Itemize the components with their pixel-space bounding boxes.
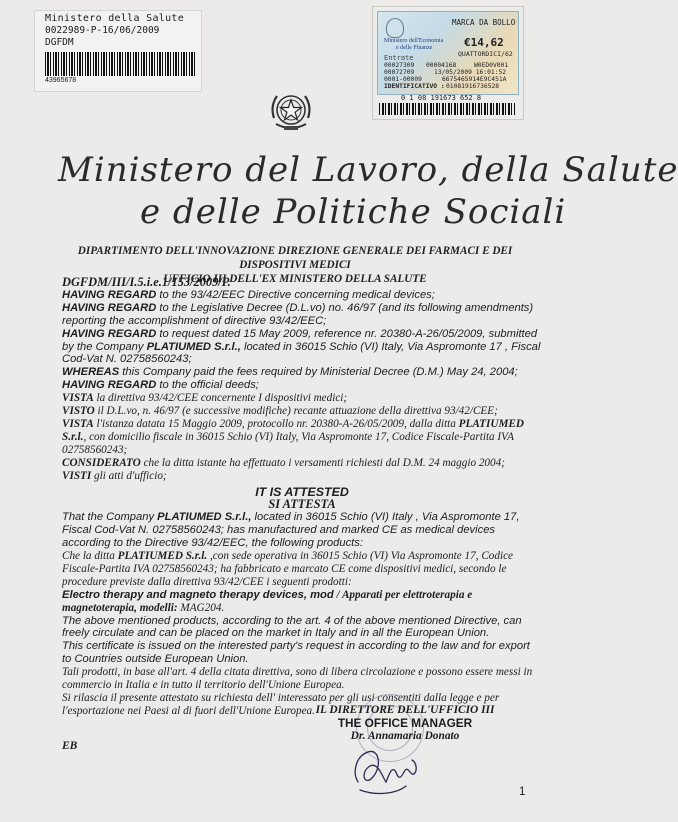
keyword: HAVING REGARD bbox=[62, 379, 157, 392]
protocol-department: DGFDM bbox=[45, 37, 74, 48]
attestation-it bbox=[62, 550, 542, 589]
product-description bbox=[62, 589, 542, 615]
company-name: PLATIUMED S.r.l., bbox=[146, 340, 241, 353]
stamp-ministry-line1: Ministero dell'Economia bbox=[384, 38, 444, 44]
signatory-title-it: IL DIRETTORE DELL'UFFICIO III bbox=[315, 704, 495, 716]
stamp-entrate: Entrate bbox=[384, 54, 414, 62]
clause-text: gli atti d'ufficio; bbox=[91, 469, 167, 482]
stamp-row2a: 00072709 bbox=[384, 69, 415, 76]
stamp-amount: €14,62 bbox=[464, 36, 504, 49]
reference-number: DGFDM/III/I.5.i.e.1/153/2009/P. bbox=[62, 275, 231, 289]
stamp-emblem-icon bbox=[386, 18, 404, 38]
author-initials: EB bbox=[62, 740, 78, 752]
clause-text: this Company paid the fees required by Ministerial Decree (D.M.) May 24, 2004; bbox=[119, 366, 518, 379]
clause-text: That the Company bbox=[62, 511, 158, 524]
company-name: PLATIUMED S.r.l. bbox=[62, 417, 524, 443]
revenue-stamp-face bbox=[377, 11, 519, 95]
stamp-amount-words: QUATTORDICI/62 bbox=[458, 50, 513, 58]
circulation-it: Tali prodotti, in base all'art. 4 della citata direttiva, sono di libera circolazione e possono essere messi in commercio in Italia e in tutto il territorio dell'Unione Europea. bbox=[62, 666, 533, 692]
visto-decreto bbox=[62, 405, 542, 418]
vista-direttiva bbox=[62, 392, 542, 405]
having-regard-decree bbox=[62, 302, 542, 328]
protocol-stamp bbox=[34, 10, 202, 92]
clause-text: l'istanza datata 15 Maggio 2009, protocollo nr. 20380-A-26/05/2009, dalla ditta bbox=[93, 417, 459, 430]
company-name: PLATIUMED S.r.l. bbox=[117, 550, 208, 563]
protocol-office: Ministero della Salute bbox=[45, 13, 185, 24]
having-regard-directive bbox=[62, 289, 542, 302]
stamp-ministry-line2: e delle Finanze bbox=[396, 45, 433, 51]
keyword: HAVING REGARD bbox=[62, 327, 157, 340]
keyword: CONSIDERATO bbox=[62, 456, 141, 469]
department-line2: UFFICIO III DELL'EX MINISTERO DELLA SALUTE bbox=[163, 273, 427, 285]
clause-text: che la ditta istante ha effettuato i versamenti richiesti dal D.M. 24 maggio 2004; bbox=[140, 456, 505, 469]
having-regard-request bbox=[62, 328, 542, 367]
certificate-purpose-en: This certificate is issued on the interested party's request in according to the law and for export to Countries outside European Union. bbox=[62, 640, 530, 666]
protocol-number: 0022989-P-16/06/2009 bbox=[45, 25, 160, 36]
stamp-row2b: 13/05/2009 16:01:52 bbox=[434, 69, 507, 76]
attestation-en bbox=[62, 511, 542, 550]
signature-block bbox=[300, 704, 510, 742]
clause-text: to the 93/42/EEC Directive concerning medical devices; bbox=[156, 288, 435, 301]
circulation-en: The above mentioned products, according to the art. 4 of the above mentioned Directive, can freely circulate and can be placed on the market in Italy and in all the European Union. bbox=[62, 614, 522, 640]
clause-text: to the official deeds; bbox=[156, 379, 259, 392]
stamp-bottom-number: 0 1 08 191673 652 8 bbox=[401, 94, 482, 102]
product-name-en: Electro therapy and magneto therapy devices, mod bbox=[62, 588, 334, 601]
protocol-barcode bbox=[45, 52, 195, 76]
keyword: VISTA bbox=[62, 417, 94, 430]
stamp-row3a: 0001-00009 bbox=[384, 76, 422, 83]
attested-heading-it: SI ATTESTA bbox=[268, 497, 336, 512]
certificate-body bbox=[62, 276, 542, 718]
certificate-purpose-it: Si rilascia il presente attestato su richiesta dell' interessato per gli usi consentiti dalla legge e per l'esportazione nei Paesi al di fuori dell'Unione Europea. bbox=[62, 692, 500, 717]
protocol-barcode-number: 43965678 bbox=[45, 77, 77, 84]
attested-heading-en: IT IS ATTESTED bbox=[255, 484, 349, 499]
clause-text: located in 36015 Schio (VI) Italy , Via Aspromonte 17, Fiscal Cod-Vat N. 02758560243; has manufactured and marked CE as medical devices according to the Directive 93/42/EEC, the following products: bbox=[62, 511, 520, 550]
signatory-title-en: THE OFFICE MANAGER bbox=[337, 715, 473, 730]
ministry-title-line1: Ministero del Lavoro, della Salute bbox=[58, 150, 678, 190]
keyword: HAVING REGARD bbox=[62, 288, 157, 301]
clause-text: to the Legislative Decree (D.L.vo) no. 46/97 (and its following amendments) reporting the accomplishment of directive 93/42/EEC; bbox=[62, 301, 534, 327]
keyword: VISTO bbox=[62, 405, 95, 418]
visti-atti bbox=[62, 470, 542, 483]
department-line1: DIPARTIMENTO DELL'INNOVAZIONE DIREZIONE GENERALE DEI FARMACI E DEI DISPOSITIVI MEDICI bbox=[77, 245, 513, 271]
stamp-barcode bbox=[379, 103, 515, 115]
clause-text: Che la ditta bbox=[62, 550, 118, 563]
stamp-title: MARCA DA BOLLO bbox=[452, 18, 516, 27]
keyword: HAVING REGARD bbox=[62, 301, 157, 314]
page-number: 1 bbox=[519, 786, 526, 798]
stamp-row4b: 01081916736528 bbox=[446, 83, 500, 90]
clause-text: la direttiva 93/42/CEE concernente I dispositivi medici; bbox=[93, 392, 348, 405]
handwritten-signature bbox=[346, 742, 436, 798]
product-name-it: / Apparati per elettroterapia e magnetoterapia, modelli: bbox=[62, 588, 473, 614]
having-regard-deeds bbox=[62, 379, 542, 392]
stamp-row1c: W0ED0V001 bbox=[474, 62, 509, 69]
considerato-versamenti bbox=[62, 457, 542, 470]
stamp-row3b: 6675465914E9C451A bbox=[442, 76, 507, 83]
whereas-fees bbox=[62, 366, 542, 379]
stamp-row1a: 00027309 bbox=[384, 62, 415, 69]
vista-istanza bbox=[62, 418, 542, 457]
keyword: WHEREAS bbox=[62, 366, 120, 379]
italian-emblem-icon bbox=[266, 88, 316, 136]
revenue-stamp bbox=[372, 6, 524, 120]
company-name: PLATIUMED S.r.l., bbox=[157, 511, 252, 524]
clause-text: located in 36015 Schio (VI) Italy, Via Aspromonte 17 , Fiscal Cod-Vat N. 02758560243; bbox=[62, 340, 541, 366]
keyword: VISTA bbox=[62, 392, 94, 405]
product-model: MAG204. bbox=[177, 601, 225, 614]
stamp-row1b: 00004168 bbox=[426, 62, 457, 69]
clause-text: il D.L.vo, n. 46/97 (e successive modifiche) recante attuazione della direttiva 93/42/CEE; bbox=[94, 405, 498, 418]
ministry-title-line2: e delle Politiche Sociali bbox=[140, 192, 567, 232]
stamp-row4a: IDENTIFICATIVO : bbox=[384, 83, 445, 90]
clause-text: , con domicilio fiscale in 36015 Schio (VI) Italy, Via Aspromonte 17, Codice Fiscale-Partita IVA 02758560243; bbox=[62, 430, 514, 456]
signatory-name: Dr. Annamaria Donato bbox=[350, 729, 460, 742]
keyword: VISTI bbox=[62, 469, 92, 482]
clause-text: ,con sede operativa in 36015 Schio (VI) Via Aspromonte 17, Codice Fiscale-Partita IVA 02758560243; ha fabbricato e marcato CE come dispositivi medici, secondo le procedure previste dalla direttiva 93/42/CEE i seguenti prodotti: bbox=[62, 550, 514, 588]
clause-text: to request dated 15 May 2009, reference nr. 20380-A-26/05/2009, submitted by the Company bbox=[62, 327, 538, 353]
